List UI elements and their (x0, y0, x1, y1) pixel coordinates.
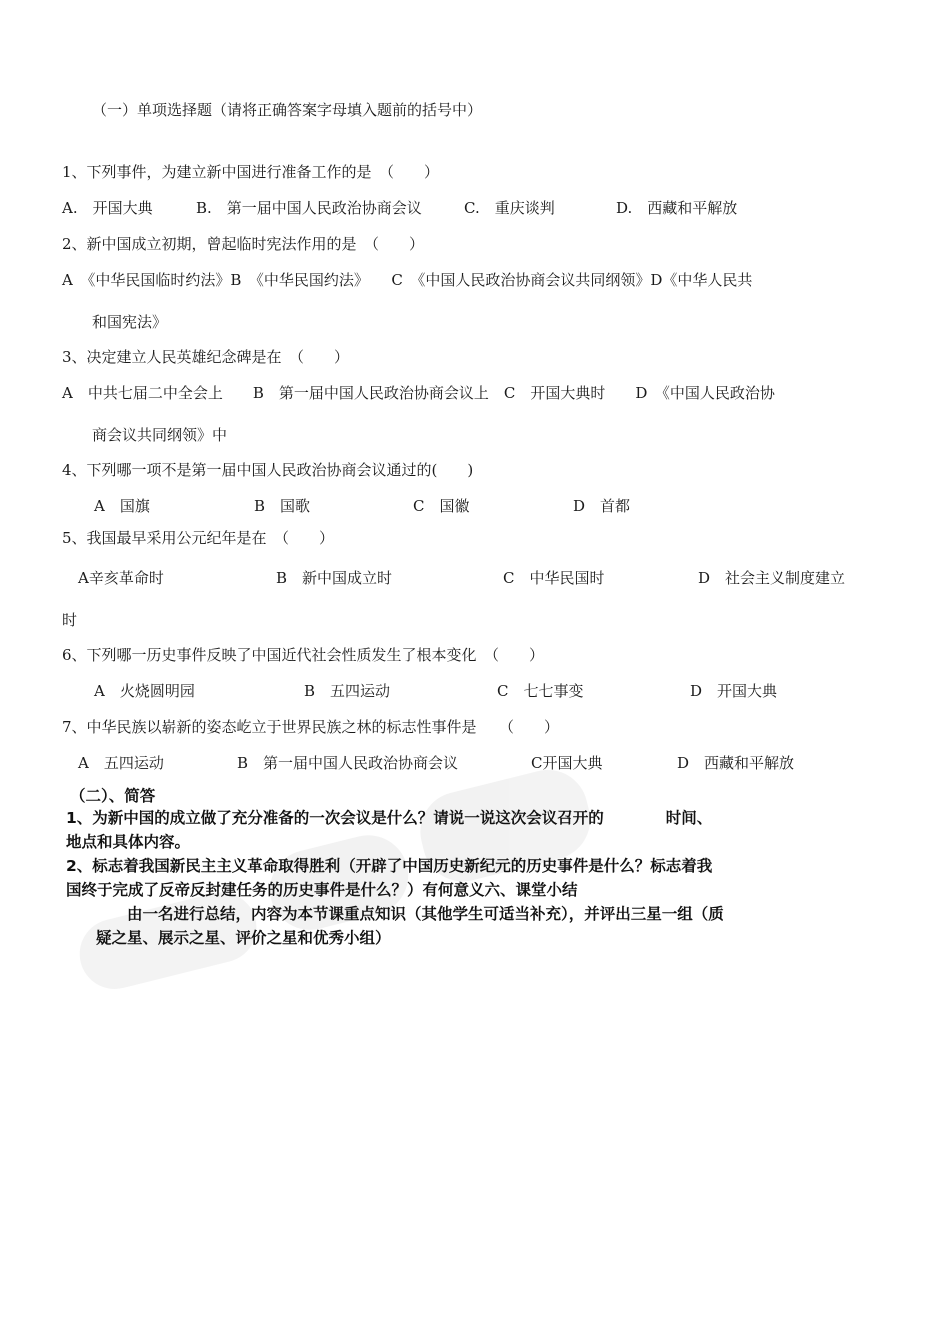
section-2-title: （二）、简答 (70, 787, 156, 805)
question-3-options-line2: 商会议共同纲领》中 (92, 426, 228, 444)
question-6-option-d: D 开国大典 (690, 682, 778, 700)
question-6-option-a: A 火烧圆明园 (94, 682, 195, 700)
class-summary-line2: 疑之星、展示之星、评价之星和优秀小组） (96, 929, 391, 947)
question-4-option-c: C 国徽 (413, 497, 470, 515)
section-1-title: （一）单项选择题（请将正确答案字母填入题前的括号中） (92, 101, 483, 119)
question-7-option-d: D 西藏和平解放 (677, 754, 795, 772)
question-5-option-d-wrap: 时 (62, 611, 78, 629)
question-6-option-c: C 七七事变 (497, 682, 584, 700)
short-answer-2-line2: 国终于完成了反帝反封建任务的历史事件是什么？）有何意义六、课堂小结 (66, 881, 578, 899)
question-7-stem: 7、中华民族以崭新的姿态屹立于世界民族之林的标志性事件是 （ ） (62, 718, 560, 736)
question-7-option-b: B 第一届中国人民政治协商会议 (237, 754, 459, 772)
question-1-option-d: D. 西藏和平解放 (616, 199, 738, 217)
question-1-option-b: B. 第一届中国人民政治协商会议 (196, 199, 422, 217)
question-2-options-line1: A 《中华民国临时约法》B 《中华民国约法》 C 《中国人民政治协商会议共同纲领》D《中华人民共 (62, 271, 753, 289)
short-answer-1-line1: 1、为新中国的成立做了充分准备的一次会议是什么？请说一说这次会议召开的 时间、 (66, 809, 713, 827)
question-7-option-c: C开国大典 (531, 754, 603, 772)
class-summary-line1: 由一名进行总结，内容为本节课重点知识（其他学生可适当补充），并评出三星一组（质 (96, 905, 724, 923)
question-4-stem: 4、下列哪一项不是第一届中国人民政治协商会议通过的( ) (62, 461, 474, 479)
question-5-stem: 5、我国最早采用公元纪年是在 （ ） (62, 529, 335, 547)
question-6-stem: 6、下列哪一历史事件反映了中国近代社会性质发生了根本变化 （ ） (62, 646, 545, 664)
question-1-option-a: A. 开国大典 (62, 199, 153, 217)
question-5-option-d: D 社会主义制度建立 (698, 569, 846, 587)
question-1-option-c: C. 重庆谈判 (464, 199, 555, 217)
question-4-option-d: D 首都 (573, 497, 631, 515)
short-answer-1-line2: 地点和具体内容。 (66, 833, 191, 851)
short-answer-2-line1: 2、标志着我国新民主主义革命取得胜利（开辟了中国历史新纪元的历史事件是什么？标志着我 (66, 857, 713, 875)
question-6-option-b: B 五四运动 (304, 682, 391, 700)
question-3-stem: 3、决定建立人民英雄纪念碑是在 （ ） (62, 348, 350, 366)
question-4-option-a: A 国旗 (94, 497, 150, 515)
question-5-option-c: C 中华民国时 (503, 569, 605, 587)
question-1-stem: 1、下列事件，为建立新中国进行准备工作的是 （ ） (62, 163, 440, 181)
question-2-stem: 2、新中国成立初期，曾起临时宪法作用的是 （ ） (62, 235, 425, 253)
question-4-option-b: B 国歌 (254, 497, 311, 515)
question-2-options-line2: 和国宪法》 (92, 313, 168, 331)
question-7-option-a: A 五四运动 (78, 754, 164, 772)
question-5-option-b: B 新中国成立时 (276, 569, 393, 587)
question-3-options-line1: A 中共七届二中全会上 B 第一届中国人民政治协商会议上 C 开国大典时 D 《中国人民政治协 (62, 384, 775, 402)
question-5-option-a: A辛亥革命时 (78, 569, 164, 587)
